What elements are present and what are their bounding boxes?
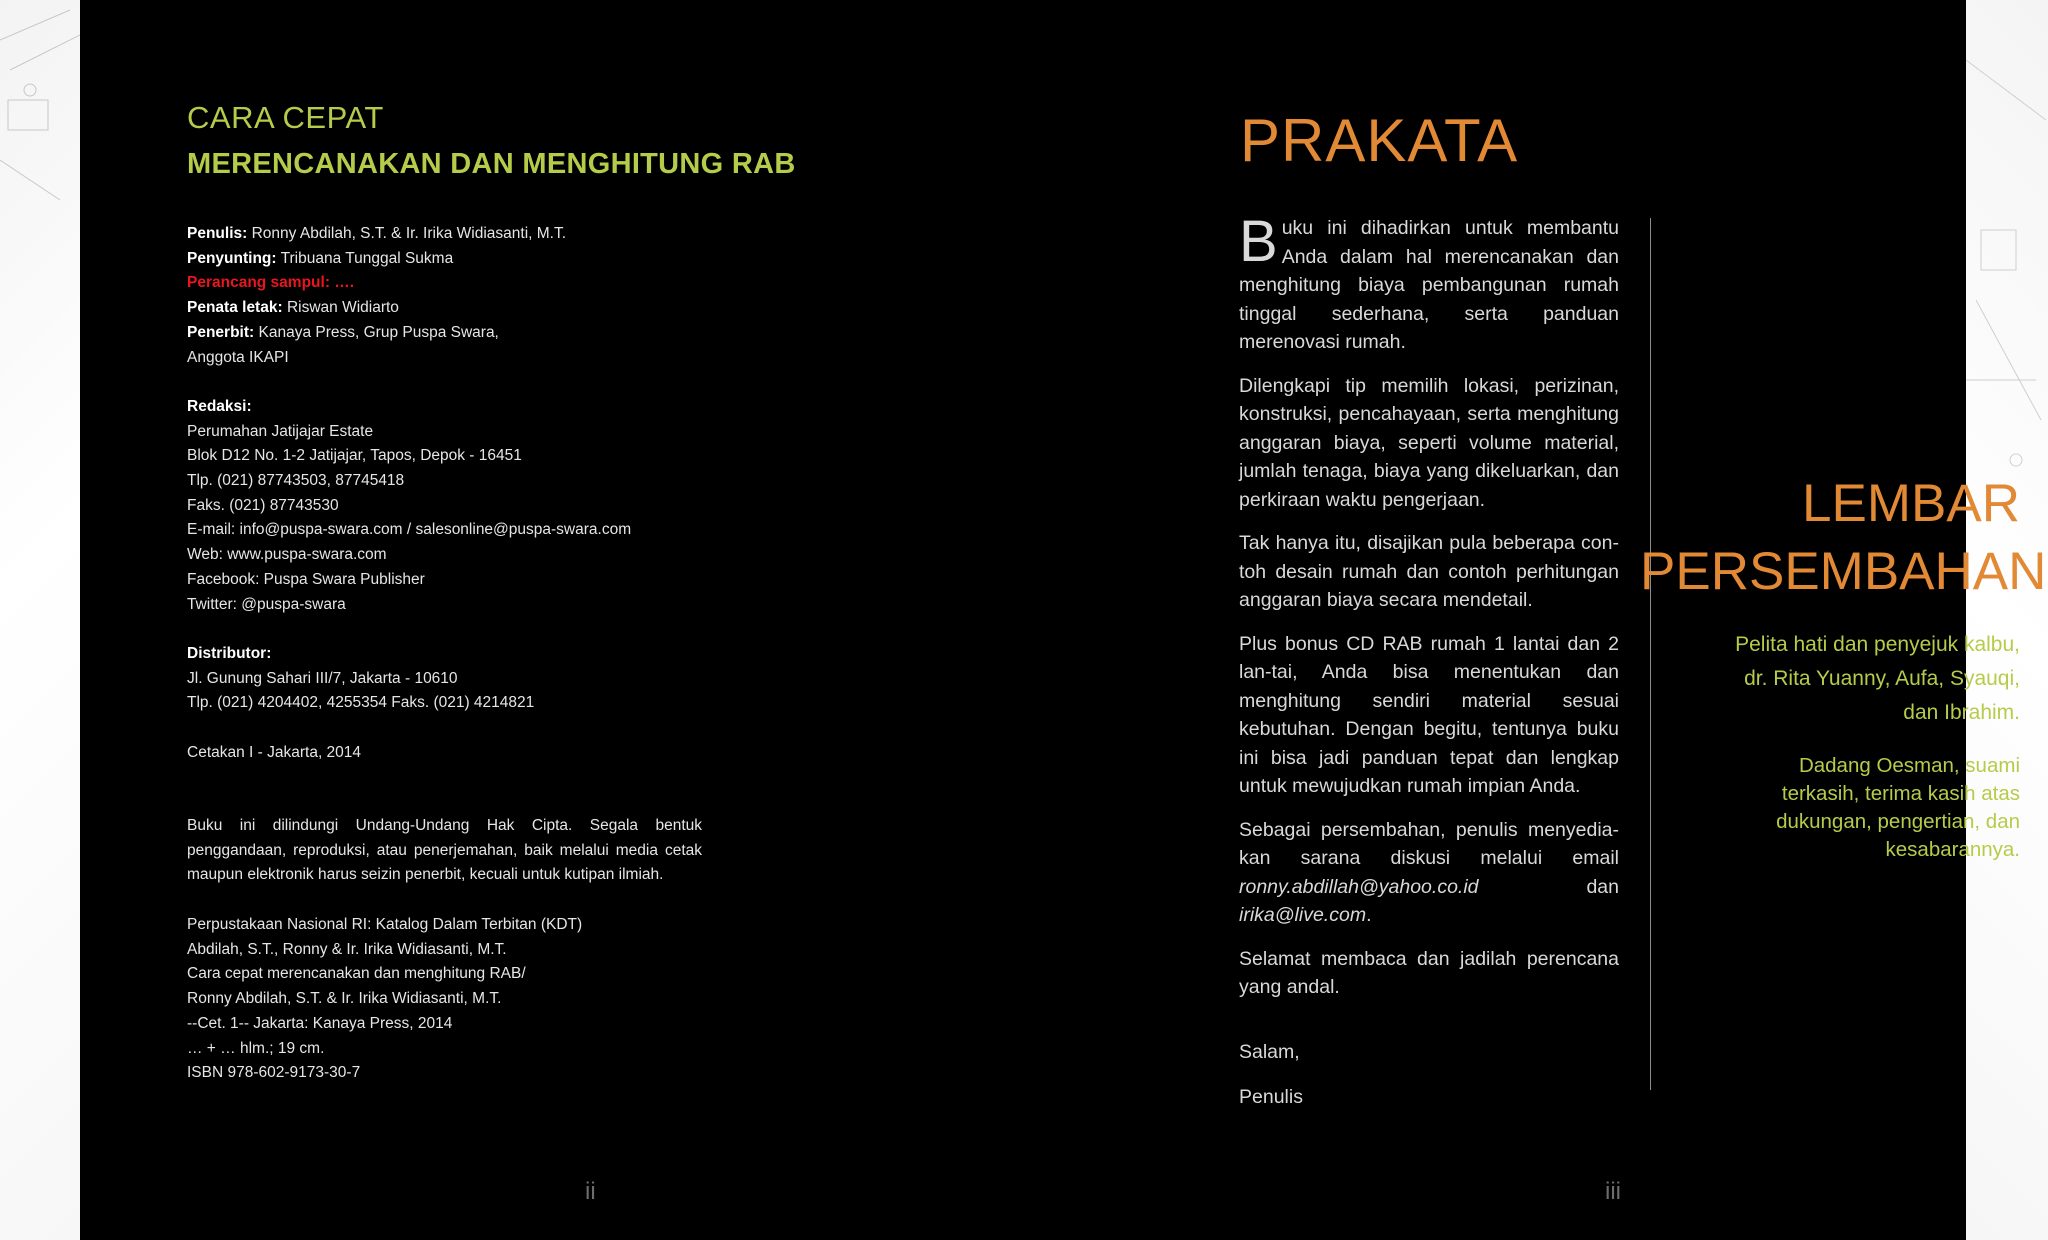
- book-title: MERENCANAKAN DAN MENGHITUNG RAB: [187, 148, 796, 180]
- credits-block: [187, 222, 747, 765]
- redaksi-line: Tlp. (021) 87743503, 87745418: [187, 472, 405, 490]
- copyright-notice: Buku ini dilindungi Undang-Undang Hak Cipta. Segala bentuk penggandaan, reproduksi, atau penerjemahan, baik melalui media cetak maupun elektronik harus seizin penerbit, kecuali untuk kutipan ilmiah.: [187, 817, 702, 884]
- distributor-line: Tlp. (021) 4204402, 4255354 Faks. (021) 4214821: [187, 694, 535, 712]
- prakata-paragraph: Selamat membaca dan jadilah perencana yang andal.: [1239, 947, 1619, 998]
- prakata-paragraph: Tak hanya itu, disajikan pula beberapa con-toh desain rumah dan contoh perhitungan anggaran biaya secara mendetail.: [1239, 532, 1619, 611]
- prakata-paragraph: Plus bonus CD RAB rumah 1 lantai dan 2 lan-tai, Anda bisa menentukan dan menghitung sendiri material sesuai kebutuhan. Dengan begitu, tentunya buku ini bisa jadi panduan tepat dan lengkap untuk mewujudkan rumah impian Anda.: [1239, 632, 1619, 797]
- kdt-block: [187, 913, 747, 1086]
- book-subtitle: CARA CEPAT: [187, 100, 384, 135]
- closing-salam: Salam,: [1239, 1041, 1300, 1063]
- edition-line: Cetakan I - Jakarta, 2014: [187, 743, 362, 761]
- distributor-line: Jl. Gunung Sahari III/7, Jakarta - 10610: [187, 669, 458, 687]
- dedication-paragraph-2: Dadang Oesman, suami terkasih, terima kasih atas dukungan, pengertian, dan kesabarannya.: [1776, 754, 2020, 861]
- redaksi-line: Web: www.puspa-swara.com: [187, 546, 387, 564]
- credit-penerbit-line2: Anggota IKAPI: [187, 348, 289, 366]
- credit-penulis: Penulis: Ronny Abdilah, S.T. & Ir. Irika Widiasanti, M.T.: [187, 225, 567, 242]
- redaksi-line: E-mail: info@puspa-swara.com / salesonline@puspa-swara.com: [187, 521, 632, 539]
- redaksi-line: Twitter: @puspa-swara: [187, 595, 346, 613]
- book-spread: [80, 0, 2047, 1240]
- page-number-left: ii: [585, 1178, 596, 1205]
- kdt-line: --Cet. 1-- Jakarta: Kanaya Press, 2014: [187, 1014, 453, 1032]
- redaksi-line: Blok D12 No. 1-2 Jatijajar, Tapos, Depok - 16451: [187, 447, 522, 465]
- kdt-line: Perpustakaan Nasional RI: Katalog Dalam Terbitan (KDT): [187, 916, 583, 933]
- credit-perancang-sampul: Perancang sampul: ….: [187, 274, 355, 292]
- kdt-line: Ronny Abdilah, S.T. & Ir. Irika Widiasanti, M.T.: [187, 990, 502, 1008]
- background-blueprint-left: [0, 0, 80, 1240]
- kdt-line: Abdilah, S.T., Ronny & Ir. Irika Widiasanti, M.T.: [187, 940, 507, 958]
- kdt-line: Cara cepat merencanakan dan menghitung RAB/: [187, 965, 526, 983]
- distributor-label: Distributor:: [187, 644, 272, 662]
- redaksi-label: Redaksi:: [187, 397, 252, 415]
- prakata-paragraph: Sebagai persembahan, penulis menyedia-kan sarana diskusi melalui email ronny.abdillah@yahoo.co.id dan irika@live.com.: [1239, 818, 1619, 926]
- signature-block: [1239, 1038, 1303, 1127]
- redaksi-line: Facebook: Puspa Swara Publisher: [187, 570, 425, 588]
- prakata-paragraph: Dilengkapi tip memilih lokasi, perizinan, konstruksi, pencahayaan, serta menghitung anggaran biaya, seperti volume material, jumlah tenaga, biaya yang dikeluarkan, dan perkiraan waktu pengerjaan.: [1239, 374, 1619, 511]
- background-blueprint-right: [1966, 0, 2048, 1240]
- drop-cap: B: [1239, 209, 1278, 274]
- kdt-line: … + … hlm.; 19 cm.: [187, 1039, 325, 1057]
- vertical-divider: [1650, 218, 1651, 1090]
- redaksi-line: Perumahan Jatijajar Estate: [187, 422, 374, 440]
- email-ronny: ronny.abdillah@yahoo.co.id: [1239, 875, 1479, 898]
- signature-penulis: Penulis: [1239, 1085, 1303, 1108]
- credit-penata-letak: Penata letak: Riswan Widiarto: [187, 299, 399, 317]
- redaksi-line: Faks. (021) 87743530: [187, 496, 339, 514]
- prakata-paragraph: Buku ini dihadirkan untuk membantu Anda dalam hal merencanakan dan menghitung biaya pembangunan rumah tinggal sederhana, serta panduan merenovasi rumah.: [1239, 209, 1619, 353]
- email-irika: irika@live.com: [1239, 904, 1367, 926]
- prakata-body: [1239, 209, 1619, 1017]
- credit-penyunting: Penyunting: Tribuana Tunggal Sukma: [187, 249, 454, 267]
- page-number-right: iii: [1605, 1178, 1621, 1205]
- isbn-line: ISBN 978-602-9173-30-7: [187, 1064, 361, 1082]
- dedication-paragraph-1: Pelita hati dan penyejuk kalbu, dr. Rita Yuanny, Aufa, Syauqi, dan Ibrahim.: [1735, 633, 2020, 724]
- credit-penerbit: Penerbit: Kanaya Press, Grup Puspa Swara,: [187, 323, 499, 341]
- lembar-persembahan-heading: LEMBAR PERSEMBAHAN: [1640, 474, 2047, 601]
- prakata-heading: PRAKATA: [1240, 107, 1519, 174]
